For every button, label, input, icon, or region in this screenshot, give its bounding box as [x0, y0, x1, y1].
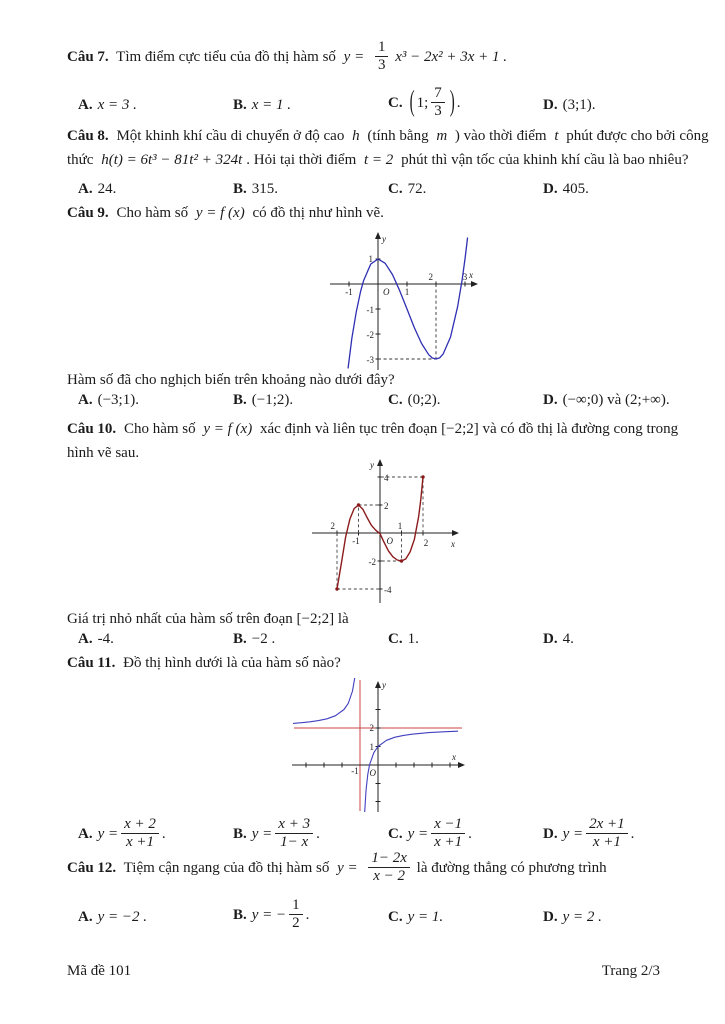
q10-option-d: D. 4. [543, 631, 574, 647]
q8-option-c: C. 72. [388, 181, 427, 197]
svg-text:1: 1 [369, 742, 374, 752]
svg-text:-3: -3 [366, 355, 374, 365]
q7-intro: Tìm điểm cực tiểu của đồ thị hàm số [116, 49, 336, 66]
q11-option-b: B. y = $\frac{x + 3}{1- x}$ . [233, 816, 320, 851]
q10-origin-label: O [386, 536, 393, 546]
q9-ylabel: y [382, 234, 386, 244]
q8-option-b: B. 315. [233, 181, 279, 197]
q10-y-arrow-icon [377, 459, 383, 466]
svg-text:-1: -1 [345, 287, 353, 297]
question-7-text [67, 40, 507, 76]
q11-y-arrow-icon [375, 681, 381, 688]
q11-option-a: A. y = $\frac{x + 2}{x +1}$ . [78, 816, 166, 851]
q9-xlabel: x [469, 270, 473, 280]
q7-option-d: D. (3;1). [543, 97, 596, 113]
question-8-line2: thức h(t) = 6t³ − 81t² + 324t . Hỏi tại thời điểm t = 2 phút thì vận tốc của khinh khí cầu là bao nhiêu? [67, 152, 689, 168]
q9-label: Câu 9. [67, 205, 109, 221]
q9-option-a: A. (−3;1). [78, 392, 139, 408]
svg-text:3: 3 [462, 272, 468, 282]
question-10-line2: hình vẽ sau. [67, 445, 140, 461]
q12-label: Câu 12. [67, 860, 117, 877]
q8-option-a: A. 24. [78, 181, 117, 197]
svg-text:-1: -1 [366, 305, 374, 315]
q12-option-c: C. y = 1. [388, 909, 444, 925]
q7-option-b: B. x = 1 . [233, 97, 292, 113]
q11-hyperbola-graph [292, 678, 467, 814]
q7-formula-lhs: y = [343, 49, 365, 66]
svg-text:-2: -2 [368, 557, 376, 567]
svg-text:-2: -2 [366, 330, 374, 340]
q7-formula-rhs: x³ − 2x² + 3x + 1 . [395, 49, 508, 66]
q7-label: Câu 7. [67, 49, 109, 66]
q12-fraction: $\frac{1- 2x}{x - 2}$ [368, 850, 410, 886]
q7-option-c-fraction: $\frac{7}{3}$ [431, 85, 445, 121]
svg-text:1: 1 [397, 521, 403, 531]
q7-option-a: A. x = 3 . [78, 97, 137, 113]
q10-question: Giá trị nhỏ nhất của hàm số trên đoạn [−2;2] là [67, 611, 349, 627]
q9-question: Hàm số đã cho nghịch biến trên khoảng nào dưới đây? [67, 372, 395, 388]
svg-text:2: 2 [423, 538, 429, 548]
question-10-line1: Câu 10. Cho hàm số y = f (x) xác định và liên tục trên đoạn [−2;2] và có đồ thị là đường cong trong [67, 421, 679, 437]
q11-origin-label: O [369, 768, 376, 778]
q9-y-arrow-icon [375, 232, 381, 239]
q12-option-b: B. y = − $\frac{1}{2}$ . [233, 897, 310, 932]
q12-option-a: A. y = −2 . [78, 909, 147, 925]
q10-cubic-graph [312, 455, 464, 607]
svg-text:2: 2 [330, 521, 335, 531]
footer-page-number: Trang 2/3 [601, 963, 660, 979]
q11-xlabel: x [452, 752, 456, 762]
q11-ylabel: y [382, 680, 386, 690]
q9-option-b: B. (−1;2). [233, 392, 294, 408]
q7-fraction: $\frac{1}{3}$ [375, 39, 389, 75]
q10-option-b: B. −2 . [233, 631, 276, 647]
q11-curve-left-branch [293, 678, 355, 723]
question-12-text: Câu 12. Tiệm cận ngang của đồ thị hàm số y = $\frac{1- 2x}{x - 2}$ là đường thẳng có phương trình [67, 850, 607, 885]
q10-ylabel: y [370, 460, 374, 470]
svg-text:1: 1 [404, 287, 410, 297]
q10-option-a: A. -4. [78, 631, 114, 647]
q9-option-d: D. (−∞;0) và (2;+∞). [543, 392, 670, 408]
q8-option-d: D. 405. [543, 181, 589, 197]
q10-x-arrow-icon [452, 530, 459, 536]
svg-text:4: 4 [384, 473, 389, 483]
q10-option-c: C. 1. [388, 631, 419, 647]
q9-curve [348, 238, 467, 368]
q8-label: Câu 8. [67, 128, 109, 144]
svg-text:-1: -1 [352, 536, 360, 546]
svg-text:1: 1 [368, 254, 373, 264]
q10-label: Câu 10. [67, 421, 117, 437]
svg-text:2: 2 [384, 501, 389, 511]
q11-label: Câu 11. [67, 655, 116, 671]
question-11-text: Câu 11. Đồ thị hình dưới là của hàm số nào? [67, 655, 341, 671]
q10-xlabel: x [451, 539, 455, 549]
q9-cubic-graph [328, 228, 480, 373]
question-9-text: Câu 9. Cho hàm số y = f (x) có đồ thị như hình vẽ. [67, 205, 384, 221]
q9-x-arrow-icon [471, 281, 478, 287]
q11-curve-right-branch [365, 731, 458, 812]
q9-origin-label: O [383, 287, 390, 297]
q11-option-d: D. y = $\frac{2x +1}{x +1}$ . [543, 816, 635, 851]
svg-text:2: 2 [428, 272, 433, 282]
q8-formula: h(t) = 6t³ − 81t² + 324t [101, 152, 243, 168]
q11-x-arrow-icon [458, 762, 465, 768]
q11-option-c: C. y = $\frac{x -1}{x +1}$ . [388, 816, 472, 851]
footer-exam-code: Mã đề 101 [67, 963, 132, 979]
question-8-line1: Câu 8. Một khinh khí cầu di chuyển ở độ cao h (tính bằng m ) vào thời điểm t phút được cho bởi công [67, 128, 709, 144]
q9-option-c: C. (0;2). [388, 392, 441, 408]
svg-text:-1: -1 [351, 766, 359, 776]
svg-text:2: 2 [369, 723, 374, 733]
q7-option-c: C. ( 1; $\frac{7}{3}$ ) . [388, 85, 461, 120]
q12-option-d: D. y = 2 . [543, 909, 602, 925]
svg-text:-4: -4 [384, 585, 392, 595]
